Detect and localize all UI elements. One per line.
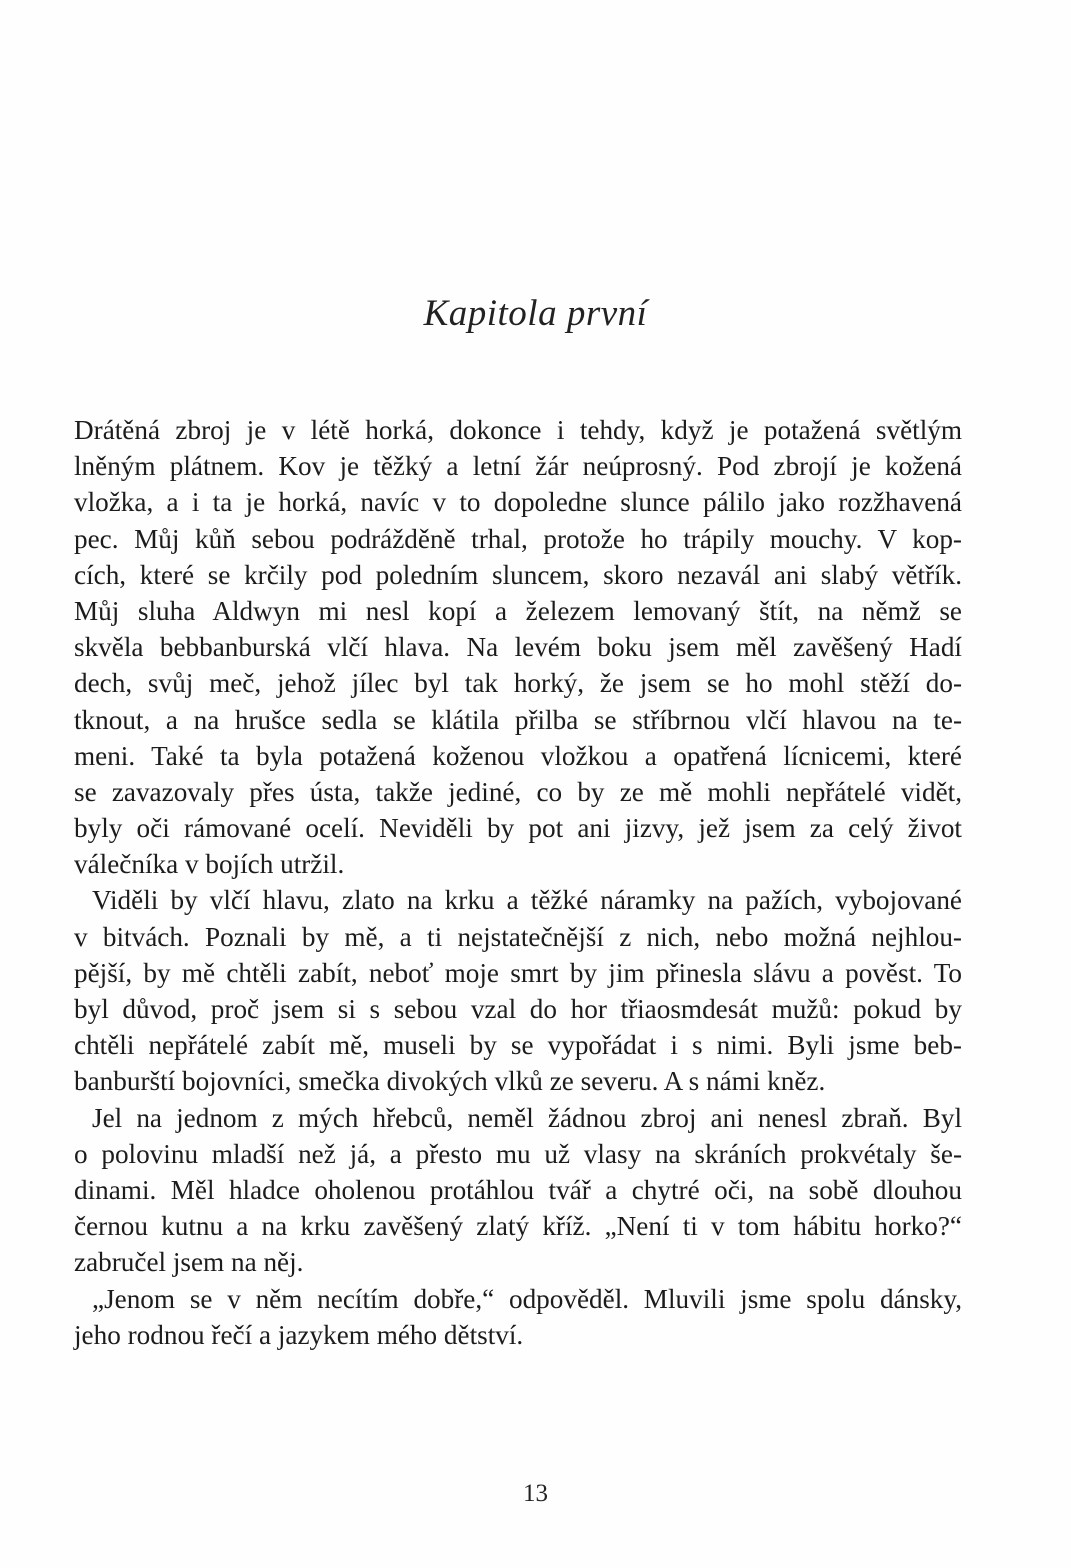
text-line: lněným plátnem. Kov je těžký a letní žár neúprosný. Pod zbrojí je kožená [74,451,962,482]
text-line: skvěla bebbanburská vlčí hlava. Na levém boku jsem měl zavěšený Hadí [74,632,962,663]
text-line: pec. Můj kůň sebou podrážděně trhal, protože ho trápily mouchy. V kop- [74,523,962,554]
text-line: Můj sluha Aldwyn mi nesl kopí a železem lemovaný štít, na němž se [74,595,962,626]
text-line: chtěli nepřátelé zabít mě, museli by se vypořádat i s nimi. Byli jsme beb- [74,1030,962,1061]
text-line: černou kutnu a na krku zavěšený zlatý kříž. „Není ti v tom hábitu horko?“ [74,1211,962,1242]
text-line: meni. Také ta byla potažená koženou vložkou a opatřená lícnicemi, které [74,740,962,771]
text-line: Drátěná zbroj je v létě horká, dokonce i tehdy, když je potažená světlým [74,415,962,445]
text-line: byly oči rámované ocelí. Neviděli by pot ani jizvy, jež jsem za celý život [74,813,962,844]
text-line: vložka, a i ta je horká, navíc v to dopoledne slunce pálilo jako rozžhavená [74,487,962,518]
paragraph-2 [74,882,962,1099]
text-line: jeho rodnou řečí a jazykem mého dětství. [74,1319,524,1350]
text-line: tknout, a na hrušce sedla se klátila přilba se stříbrnou vlčí hlavou na te- [74,704,962,735]
paragraph-1 [74,412,962,882]
text-line: byl důvod, proč jsem si s sebou vzal do hor třiaosmdesát mužů: pokud by [74,994,962,1024]
text-line: dech, svůj meč, jehož jílec byl tak horký, že jsem se ho mohl stěží do- [74,668,962,699]
text-line: banburští bojovníci, smečka divokých vlků ze severu. A s námi kněz. [74,1066,826,1097]
text-line: o polovinu mladší než já, a přesto mu už vlasy na skráních prokvétaly še- [74,1138,962,1169]
text-line: se zavazovaly přes ústa, takže jediné, co by ze mě mohli nepřátelé vidět, [74,776,962,807]
text-line: pější, by mě chtěli zabít, neboť moje smrt by jim přinesla slávu a pověst. To [74,957,962,988]
paragraph-3 [74,1100,962,1281]
paragraph-4 [74,1281,962,1353]
text-line: Jel na jednom z mých hřebců, neměl žádnou zbroj ani nenesl zbraň. Byl [92,1102,962,1133]
page-number: 13 [523,1480,548,1507]
text-line: Viděli by vlčí hlavu, zlato na krku a těžké náramky na pažích, vybojované [92,885,962,916]
text-line: válečníka v bojích utržil. [74,849,345,880]
text-line: zabručel jsem na něj. [74,1247,304,1278]
text-line: dinami. Měl hladce oholenou protáhlou tvář a chytré oči, na sobě dlouhou [74,1174,962,1205]
text-line: cích, které se krčily pod poledním sluncem, skoro nezavál ani slabý větřík. [74,559,962,590]
text-line: v bitvách. Poznali by mě, a ti nejstatečnější z nich, nebo možná nejhlou- [74,921,962,952]
chapter-title: Kapitola první [423,293,648,334]
text-line: „Jenom se v něm necítím dobře,“ odpověděl. Mluvili jsme spolu dánsky, [92,1283,962,1314]
body-text [74,412,962,1353]
